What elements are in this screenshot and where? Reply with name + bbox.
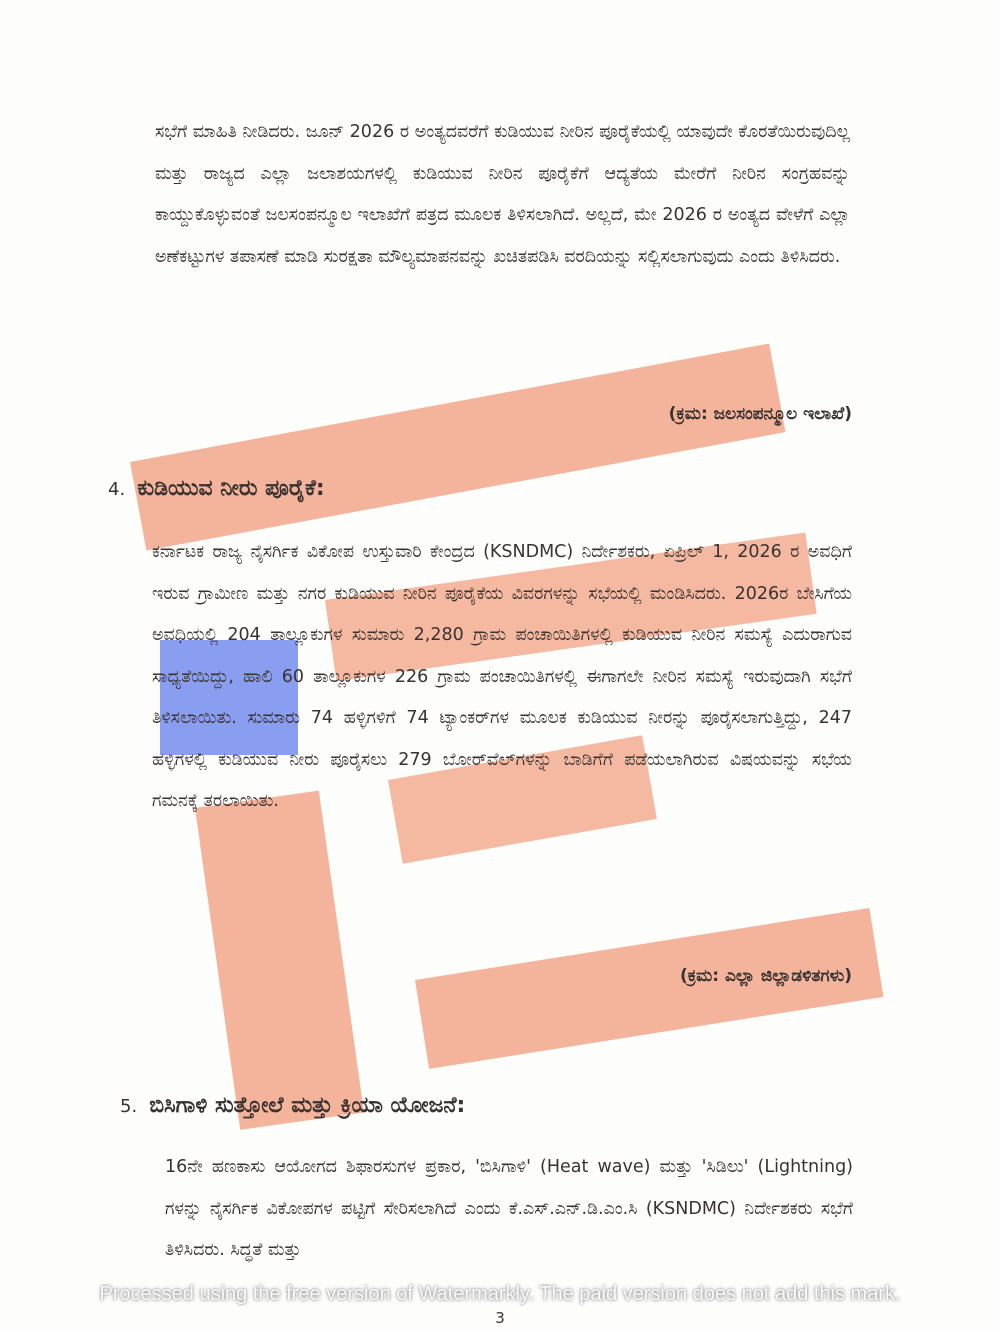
- section-heading-heat-wave: [120, 1093, 465, 1118]
- section-title: ಬಿಸಿಗಾಳಿ ಸುತ್ತೋಲೆ ಮತ್ತು ಕ್ರಿಯಾ ಯೋಜನೆ:: [149, 1093, 466, 1118]
- orange-highlight-band: [195, 791, 364, 1130]
- section-heading-drinking-water: [108, 476, 325, 501]
- orange-highlight-band: [415, 908, 883, 1069]
- section-title: ಕುಡಿಯುವ ನೀರು ಪೂರೈಕೆ:: [137, 476, 325, 501]
- paragraph-heat-wave-circular: 16ನೇ ಹಣಕಾಸು ಆಯೋಗದ ಶಿಫಾರಸುಗಳ ಪ್ರಕಾರ, 'ಬಿಸಿಗಾಳಿ' (Heat wave) ಮತ್ತು 'ಸಿಡಿಲು' (Lightning) ಗಳನ್ನು ನೈಸರ್ಗಿಕ ವಿಕೋಪಗಳ ಪಟ್ಟಿಗೆ ಸೇರಿಸಲಾಗಿದೆ ಎಂದು ಕೆ.ಎಸ್.ಎನ್.ಡಿ.ಎಂ.ಸಿ (KSNDMC) ನಿರ್ದೇಶಕರು ಸಭೆಗೆ ತಿಳಿಸಿದರು. ಸಿದ್ಧತೆ ಮತ್ತು: [165, 1157, 853, 1260]
- paragraph-drinking-water-supply: ಕರ್ನಾಟಕ ರಾಜ್ಯ ನೈಸರ್ಗಿಕ ವಿಕೋಪ ಉಸ್ತುವಾರಿ ಕೇಂದ್ರದ (KSNDMC) ನಿರ್ದೇಶಕರು, ಏಪ್ರಿಲ್ 1, 2026 ರ ಅವಧಿಗೆ ಇರುವ ಗ್ರಾಮೀಣ ಮತ್ತು ನಗರ ಕುಡಿಯುವ ನೀರಿನ ಪೂರೈಕೆಯ ವಿವರಗಳನ್ನು ಸಭೆಯಲ್ಲಿ ಮಂಡಿಸಿದರು. 2026ರ ಬೇಸಿಗೆಯ ಅವಧಿಯಲ್ಲಿ 204 ತಾಲ್ಲೂಕುಗಳ ಸುಮಾರು 2,280 ಗ್ರಾಮ ಪಂಚಾಯಿತಿಗಳಲ್ಲಿ ಕುಡಿಯುವ ನೀರಿನ ಸಮಸ್ಯೆ ಎದುರಾಗುವ ಸಾಧ್ಯತೆಯಿದ್ದು, ಹಾಲಿ 60 ತಾಲ್ಲೂಕುಗಳ 226 ಗ್ರಾಮ ಪಂಚಾಯಿತಿಗಳಲ್ಲಿ ಈಗಾಗಲೇ ನೀರಿನ ಸಮಸ್ಯೆ ಇರುವುದಾಗಿ ಸಭೆಗೆ ತಿಳಿಸಲಾಯಿತು. ಸುಮಾರು 74 ಹಳ್ಳಿಗಳಿಗೆ 74 ಟ್ಯಾಂಕರ್‌ಗಳ ಮೂಲಕ ಕುಡಿಯುವ ನೀರನ್ನು ಪೂರೈಸಲಾಗುತ್ತಿದ್ದು, 247 ಹಳ್ಳಿಗಳಲ್ಲಿ ಕುಡಿಯುವ ನೀರು ಪೂರೈಸಲು 279 ಬೋರ್‌ವೆಲ್‌ಗಳನ್ನು ಬಾಡಿಗೆಗೆ ಪಡೆಯಲಾಗಿರುವ ವಿಷಯವನ್ನು ಸಭೆಯ ಗಮನಕ್ಕೆ ತರಲಾಯಿತು.: [152, 542, 852, 811]
- orange-highlight-band: [130, 344, 786, 551]
- section-number: 4.: [108, 479, 126, 500]
- paragraph-water-reservoir: ಸಭೆಗೆ ಮಾಹಿತಿ ನೀಡಿದರು. ಜೂನ್ 2026 ರ ಅಂತ್ಯದವರೆಗೆ ಕುಡಿಯುವ ನೀರಿನ ಪೂರೈಕೆಯಲ್ಲಿ ಯಾವುದೇ ಕೊರತೆಯಿರುವುದಿಲ್ಲ ಮತ್ತು ರಾಜ್ಯದ ಎಲ್ಲಾ ಜಲಾಶಯಗಳಲ್ಲಿ ಕುಡಿಯುವ ನೀರಿನ ಪೂರೈಕೆಗೆ ಆದ್ಯತೆಯ ಮೇರೆಗೆ ನೀರಿನ ಸಂಗ್ರಹವನ್ನು ಕಾಯ್ದುಕೊಳ್ಳುವಂತೆ ಜಲಸಂಪನ್ಮೂಲ ಇಲಾಖೆಗೆ ಪತ್ರದ ಮೂಲಕ ತಿಳಿಸಲಾಗಿದೆ. ಅಲ್ಲದೆ, ಮೇ 2026 ರ ಅಂತ್ಯದ ವೇಳೆಗೆ ಎಲ್ಲಾ ಅಣೆಕಟ್ಟುಗಳ ತಪಾಸಣೆ ಮಾಡಿ ಸುರಕ್ಷತಾ ಮೌಲ್ಯಮಾಪನವನ್ನು ಖಚಿತಪಡಿಸಿ ವರದಿಯನ್ನು ಸಲ್ಲಿಸಲಾಗುವುದು ಎಂದು ತಿಳಿಸಿದರು.: [155, 122, 850, 267]
- page-number: 3: [495, 1309, 505, 1327]
- action-credit-district-administrations: (ಕ್ರಮ: ಎಲ್ಲಾ ಜಿಲ್ಲಾಡಳಿತಗಳು): [679, 966, 852, 986]
- action-credit-water-resources: (ಕ್ರಮ: ಜಲಸಂಪನ್ಮೂಲ ಇಲಾಖೆ): [668, 404, 852, 424]
- watermark-text: Processed using the free version of Watermarkly. The paid version does not add this mark.: [99, 1283, 901, 1305]
- section-number: 5.: [120, 1096, 138, 1117]
